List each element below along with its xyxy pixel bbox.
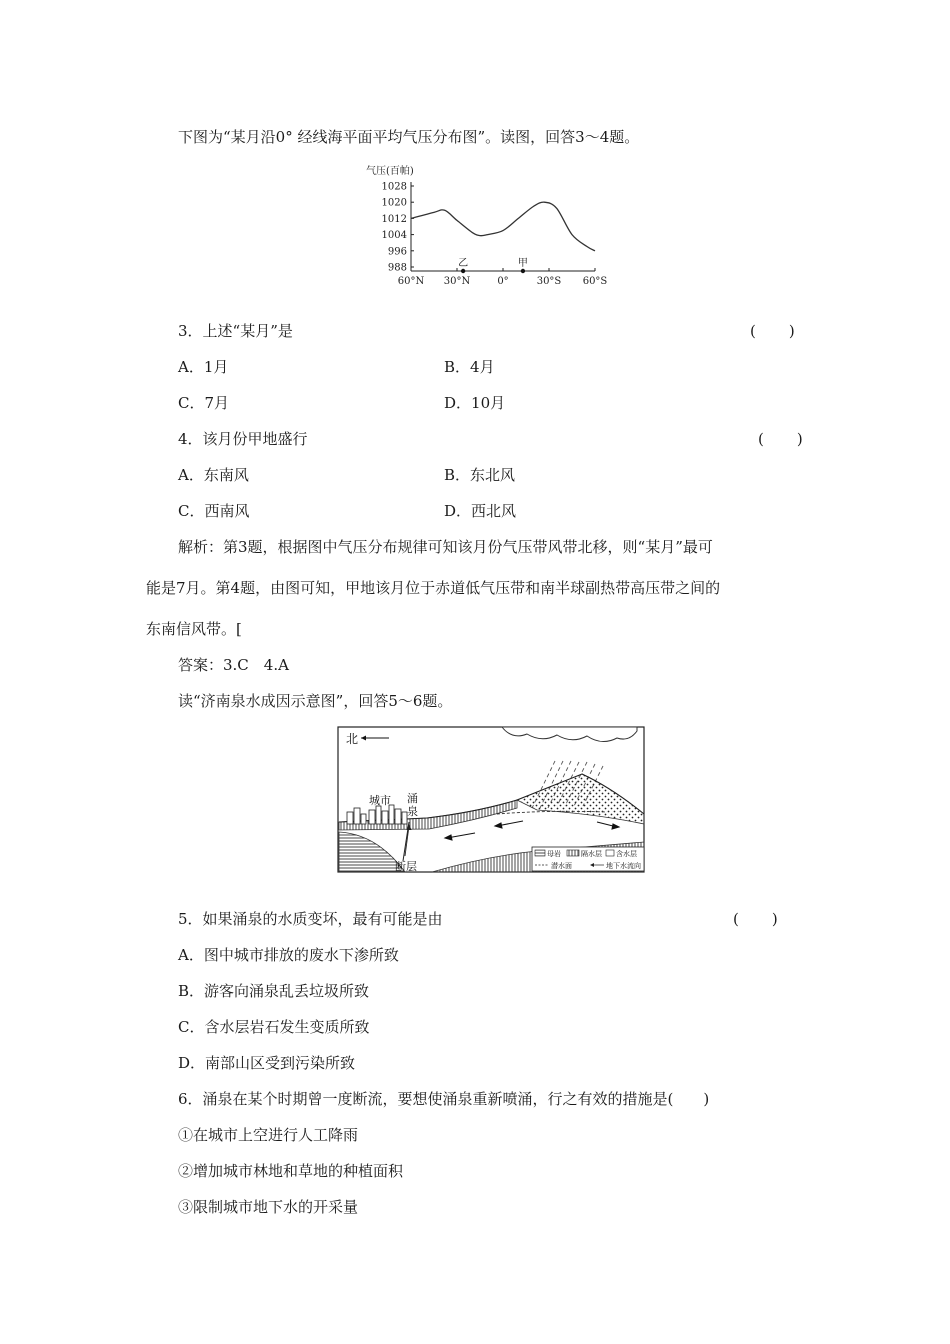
city-label: 城市 <box>369 794 391 807</box>
q3-option-d: D．10月 <box>444 394 506 412</box>
x-tick-label: 0° <box>497 276 509 287</box>
y-tick-label: 1028 <box>381 181 407 193</box>
point-label: 甲 <box>517 258 528 269</box>
legend-flow: 地下水流向 <box>606 862 641 870</box>
analysis-line-1: 解析：第3题，根据图中气压分布规律可知该月份气压带风带北移，则“某月”最可 <box>178 538 713 556</box>
q6-stem: 6．涌泉在某个时期曾一度断流，要想使涌泉重新喷涌，行之有效的措施是( ) <box>178 1090 710 1108</box>
legend-aquifer-swatch <box>606 850 614 856</box>
answer-line: 答案：3.C 4.A <box>178 656 289 674</box>
q4-option-c: C．西南风 <box>178 502 250 520</box>
q4-option-a: A．东南风 <box>178 466 249 484</box>
legend-aquifer: 含水层 <box>616 850 637 858</box>
q5-option-b: B．游客向涌泉乱丢垃圾所致 <box>178 982 370 1000</box>
north-label: 北 <box>346 732 359 746</box>
spring-label-2: 泉 <box>407 805 418 818</box>
y-tick-label: 996 <box>387 246 407 258</box>
point-yi <box>461 269 465 273</box>
pressure-curve <box>411 202 595 251</box>
point-label: 乙 <box>458 258 469 269</box>
q5-option-a: A．图中城市排放的废水下渗所致 <box>178 946 399 964</box>
x-tick-label: 60°N <box>397 276 425 287</box>
pressure-chart <box>355 158 615 288</box>
intro-q5-6: 读“济南泉水成因示意图”，回答5～6题。 <box>178 692 453 710</box>
q6-item-3: ③限制城市地下水的开采量 <box>178 1198 359 1216</box>
x-tick-label: 30°N <box>443 276 471 287</box>
q3-answer-blank: ( ) <box>750 322 796 340</box>
legend-bedrock-swatch <box>535 850 545 856</box>
x-tick-label: 60°S <box>582 276 608 287</box>
q3-option-a: A．1月 <box>178 358 229 376</box>
chart-ylabel: 气压(百帕) <box>366 166 414 177</box>
y-tick-label: 1020 <box>381 197 407 209</box>
y-tick-label: 988 <box>387 262 407 274</box>
q3-stem: 3．上述“某月”是 <box>178 322 293 340</box>
q5-stem: 5．如果涌泉的水质变坏，最有可能是由 <box>178 910 443 928</box>
q6-item-2: ②增加城市林地和草地的种植面积 <box>178 1162 404 1180</box>
q4-answer-blank: ( ) <box>758 430 804 448</box>
q6-item-1: ①在城市上空进行人工降雨 <box>178 1126 359 1144</box>
q5-answer-blank: ( ) <box>733 910 779 928</box>
q4-option-d: D．西北风 <box>444 502 517 520</box>
q5-option-d: D．南部山区受到污染所致 <box>178 1054 356 1072</box>
q5-option-c: C．含水层岩石发生变质所致 <box>178 1018 370 1036</box>
legend-aquitard: 隔水层 <box>581 850 602 858</box>
point-jia <box>521 269 525 273</box>
q4-option-b: B．东北风 <box>444 466 516 484</box>
q3-option-c: C．7月 <box>178 394 230 412</box>
x-tick-label: 30°S <box>536 276 562 287</box>
legend-bedrock: 母岩 <box>547 850 561 858</box>
analysis-line-3: 东南信风带。[ <box>146 620 242 638</box>
legend-aquitard-swatch <box>567 850 579 856</box>
y-tick-label: 1004 <box>381 230 407 242</box>
y-tick-label: 1012 <box>381 213 407 225</box>
q4-stem: 4．该月份甲地盛行 <box>178 430 308 448</box>
fault-label: 断层 <box>395 860 417 873</box>
legend-watertable: 潜水面 <box>551 862 572 870</box>
spring-diagram <box>337 726 647 874</box>
spring-label-1: 涌 <box>407 792 418 805</box>
intro-q3-4: 下图为“某月沿0° 经线海平面平均气压分布图”。读图，回答3～4题。 <box>178 128 640 146</box>
analysis-line-2: 能是7月。第4题，由图可知，甲地该月位于赤道低气压带和南半球副热带高压带之间的 <box>146 579 721 597</box>
q3-option-b: B．4月 <box>444 358 495 376</box>
